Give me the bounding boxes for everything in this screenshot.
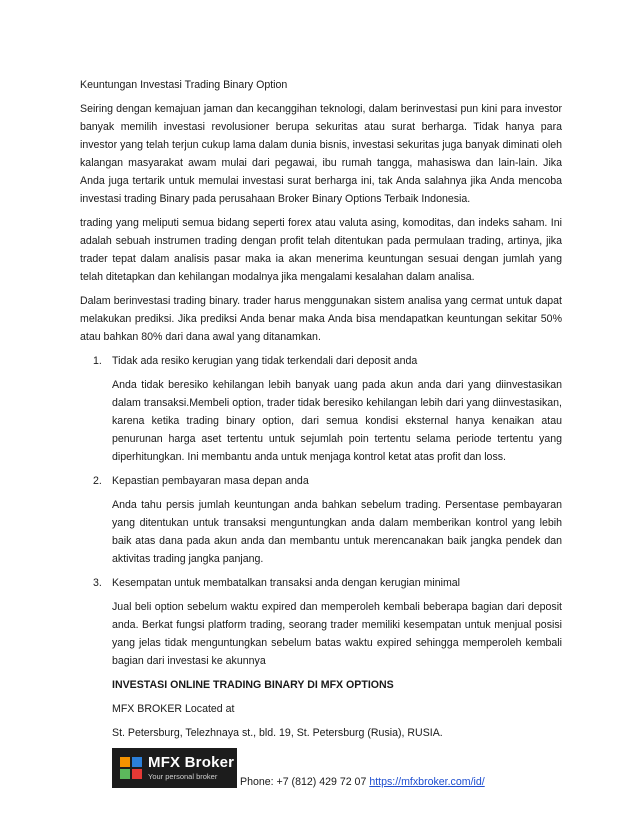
list-item	[80, 352, 562, 466]
paragraph-trading: trading yang meliputi semua bidang seperti forex atau valuta asing, komoditas, dan indeks saham. Ini adalah sebuah instrumen trading dengan profit telah ditentukan pada permulaan trading, artinya, jika trader tepat dalam analisis pasar maka ia akan menerima keuntungan sesuai dengan jumlah yang telah ditetapkan dan kehilangan modalnya jika mengalami kesalahan dalam analisa.	[80, 217, 562, 283]
document-body	[80, 76, 562, 794]
list-item-body: Anda tahu persis jumlah keuntungan anda bahkan sebelum trading. Persentase pembayaran yang ditentukan untuk transaksi menguntungkan anda dalam memberikan kontrol yang lebih baik atas dana pada akun anda dan membantu untuk merencanakan baik jangka pendek dan aktivitas trading jangka panjang.	[112, 499, 562, 565]
list-number: 3.	[93, 577, 102, 589]
list-item-body: Jual beli option sebelum waktu expired dan memperoleh kembali beberapa bagian dari deposit anda. Berkat fungsi platform trading, seorang trader memiliki kesempatan untuk menjual posisi yang jelas tidak menguntungkan sebelum batas waktu expired sehingga memperoleh kembali bagian dari investasi ke akunnya	[112, 601, 562, 667]
phone-text: Phone: +7 (812) 429 72 07	[240, 776, 367, 788]
logo-name: MFX Broker	[148, 754, 235, 772]
paragraph-analysis: Dalam berinvestasi trading binary. trader harus menggunakan sistem analisa yang cermat untuk dapat melakukan prediksi. Jika prediksi Anda benar maka Anda bisa mendapatkan keuntungan sekitar 50% atau bahkan 80% dari dana awal yang ditanamkan.	[80, 295, 562, 343]
list-item-heading: Kesempatan untuk membatalkan transaksi anda dengan kerugian minimal	[112, 577, 461, 589]
list-item-body: Anda tidak beresiko kehilangan lebih banyak uang pada akun anda dari yang diinvestasikan dalam transaksi.Membeli option, trader tidak beresiko kehilangan lebih dari yang diinvestasikan, karena ketika trading binary option, dari semua kondisi eksternal hanya kenaikan atau penurunan harga aset tertentu untuk sejumlah poin tertentu selama periode tertentu yang diperhitungkan. Ini membantu anda untuk menjaga kontrol ketat atas profit dan loss.	[112, 379, 562, 463]
website-link[interactable]: https://mfxbroker.com/id/	[369, 776, 485, 788]
list-item-heading: Kepastian pembayaran masa depan anda	[112, 475, 309, 487]
list-number: 2.	[93, 475, 102, 487]
paragraph-intro: Seiring dengan kemajuan jaman dan kecanggihan teknologi, dalam berinvestasi pun kini para investor banyak memilih investasi revolusioner berupa sekuritas atau surat berharga. Tidak hanya para investor yang telah terjun cukup lama dalam dunia bisnis, investasi sekuritas juga banyak diminati oleh kalangan masyarakat awam mulai dari pegawai, ibu rumah tangga, mahasiswa dan lain-lain. Jika Anda juga tertarik untuk memulai investasi surat berharga ini, tak Anda salahnya jika Anda mencoba investasi trading Binary pada perusahaan Broker Binary Options Terbaik Indonesia.	[80, 103, 562, 205]
list-item	[80, 472, 562, 568]
located-label: MFX BROKER Located at	[112, 703, 235, 715]
benefits-list	[80, 352, 562, 788]
promo-heading: INVESTASI ONLINE TRADING BINARY DI MFX OPTIONS	[112, 679, 394, 691]
mfx-logo-icon	[120, 757, 142, 779]
list-item-heading: Tidak ada resiko kerugian yang tidak terkendali dari deposit anda	[112, 355, 418, 367]
logo-tagline: Your personal broker	[148, 772, 218, 782]
contact-line	[240, 773, 485, 791]
list-number: 1.	[93, 355, 102, 367]
logo-contact-row	[112, 748, 562, 788]
address-text: St. Petersburg, Telezhnaya st., bld. 19, St. Petersburg (Rusia), RUSIA.	[112, 727, 443, 739]
mfx-broker-logo	[112, 748, 237, 788]
document-title: Keuntungan Investasi Trading Binary Option	[80, 79, 288, 91]
list-item	[80, 574, 562, 788]
